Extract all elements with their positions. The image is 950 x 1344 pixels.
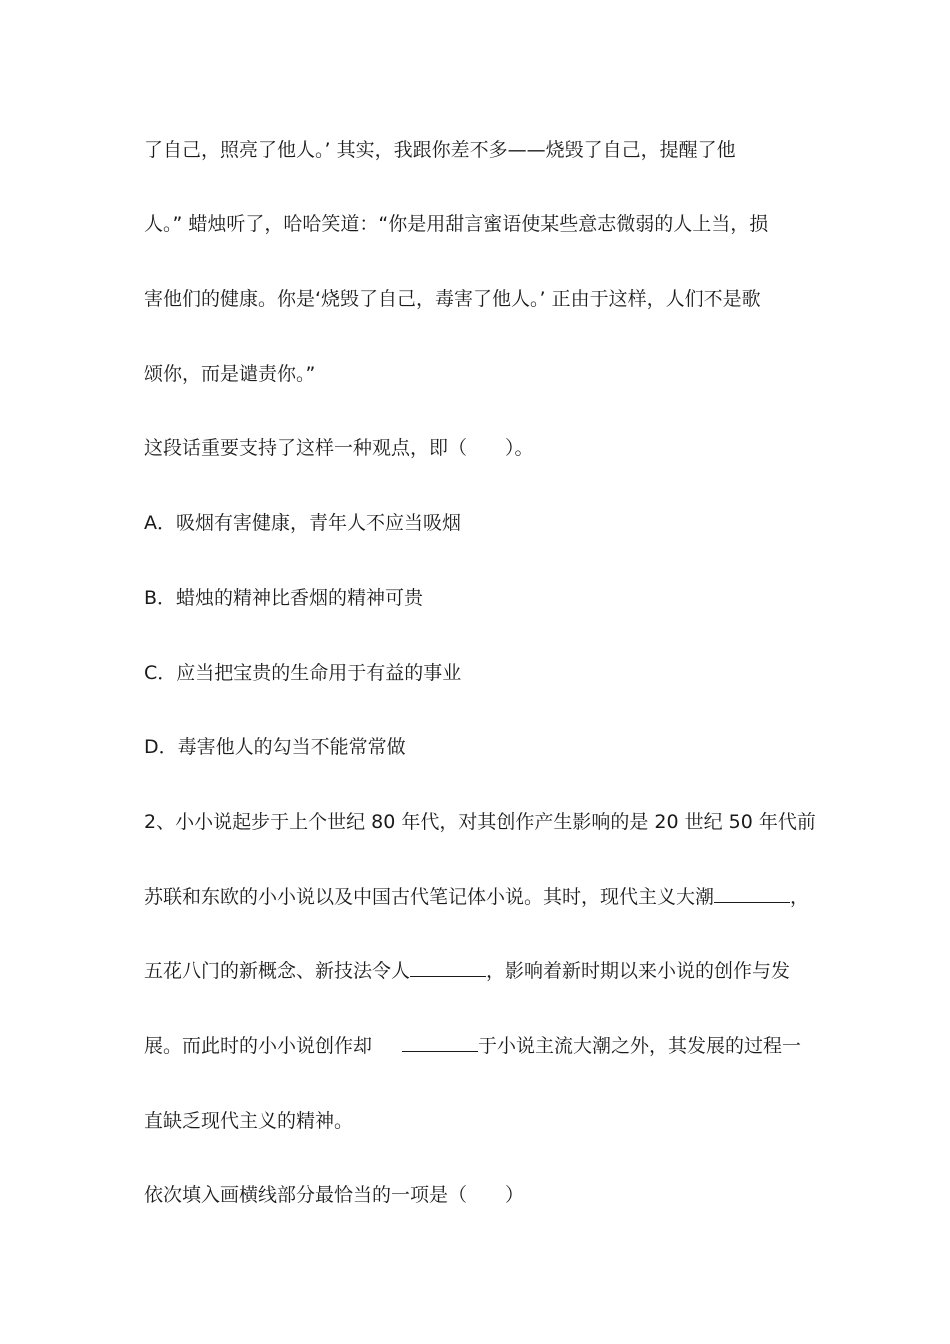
- fill-blank-1: [714, 884, 790, 903]
- question-2-line-1: 2、小小说起步于上个世纪 80 年代，对其创作产生影响的是 20 世纪 50 年代前: [144, 811, 816, 833]
- question-2-line-3-end: ，影响着新时期以来小说的创作与发: [486, 960, 791, 982]
- fill-blank-3: [402, 1033, 478, 1052]
- option-b: B．蜡烛的精神比香烟的精神可贵: [144, 587, 424, 609]
- question-1-stem: 这段话重要支持了这样一种观点，即（ ）。: [144, 437, 534, 459]
- question-2-prompt: 依次填入画横线部分最恰当的一项是（ ）: [144, 1184, 525, 1206]
- question-2-line-4-text: 展。而此时的小小说创作却: [144, 1035, 373, 1057]
- option-a: A．吸烟有害健康，青年人不应当吸烟: [144, 512, 461, 534]
- question-2-line-2-end: ，: [790, 886, 810, 908]
- question-2-line-2-text: 苏联和东欧的小小说以及中国古代笔记体小说。其时，现代主义大潮: [144, 886, 715, 908]
- question-2-line-2: [144, 884, 824, 910]
- fill-blank-2: [410, 958, 486, 977]
- question-2-line-4: [144, 1033, 824, 1059]
- passage-line-4: 颂你，而是谴责你。”: [144, 363, 316, 385]
- option-c: C．应当把宝贵的生命用于有益的事业: [144, 662, 462, 684]
- option-d: D．毒害他人的勾当不能常常做: [144, 736, 406, 758]
- question-2-line-4-end: 于小说主流大潮之外，其发展的过程一: [478, 1035, 802, 1057]
- passage-line-3: 害他们的健康。你是‘烧毁了自己，毒害了他人。’ 正由于这样，人们不是歌: [144, 288, 761, 310]
- question-2-line-5: 直缺乏现代主义的精神。: [144, 1110, 354, 1132]
- question-2-line-3: [144, 958, 824, 984]
- passage-line-1: 了自己，照亮了他人。’ 其实，我跟你差不多——烧毁了自己，提醒了他: [144, 139, 736, 161]
- question-2-line-3-text: 五花八门的新概念、新技法令人: [144, 960, 411, 982]
- passage-line-2: 人。” 蜡烛听了，哈哈笑道：“你是用甜言蜜语使某些意志微弱的人上当，损: [144, 213, 769, 235]
